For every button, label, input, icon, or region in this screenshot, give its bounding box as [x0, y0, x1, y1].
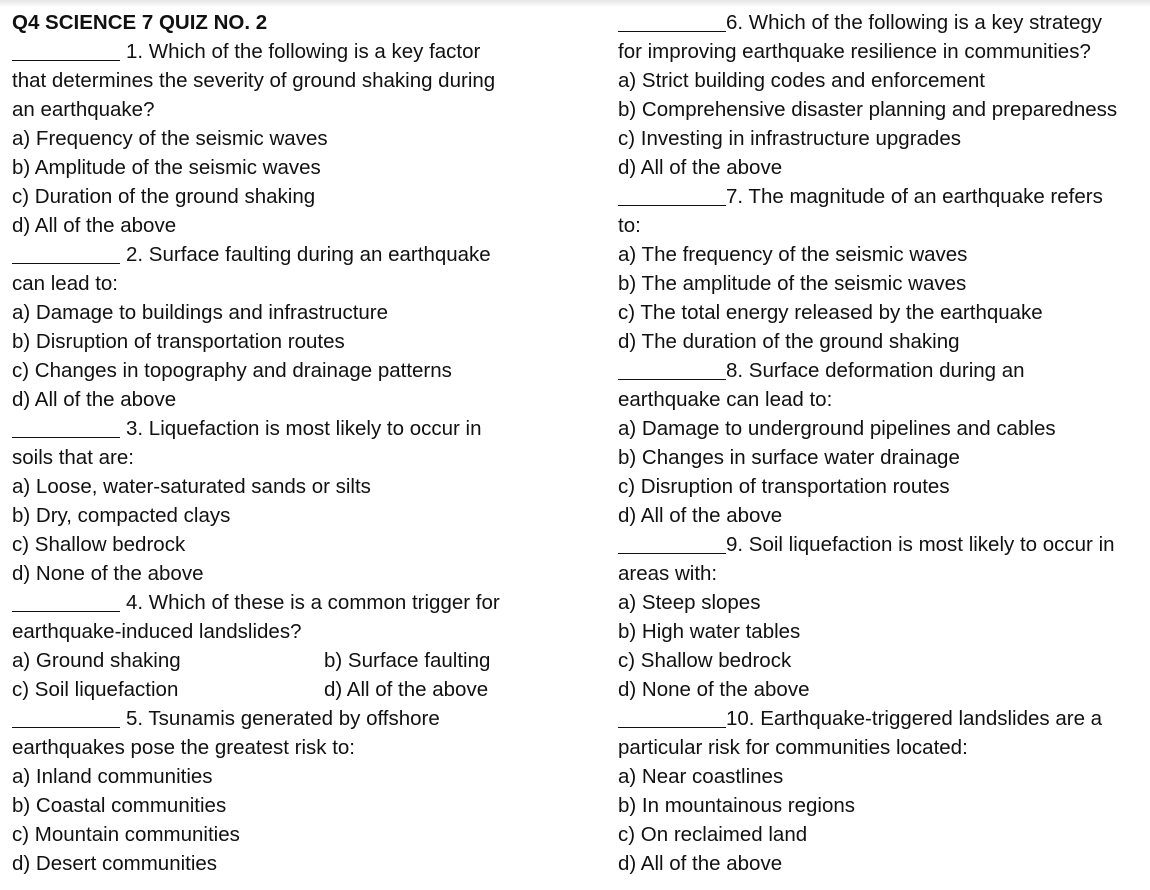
question-5-stem-cont: earthquakes pose the greatest risk to: — [12, 736, 356, 759]
q6-option-d: d) All of the above — [618, 156, 783, 179]
q3-option-c: c) Shallow bedrock — [12, 533, 186, 556]
question-4-stem: 4. Which of these is a common trigger for — [12, 588, 592, 617]
answer-blank-2[interactable] — [12, 243, 120, 264]
q6-option-a: a) Strict building codes and enforcement — [618, 69, 985, 92]
answer-blank-1[interactable] — [12, 40, 120, 61]
q6-option-b: b) Comprehensive disaster planning and preparedness — [618, 98, 1118, 121]
q8-option-b: b) Changes in surface water drainage — [618, 446, 960, 469]
question-8-stem-cont: earthquake can lead to: — [618, 388, 833, 411]
q3-option-a: a) Loose, water-saturated sands or silts — [12, 475, 371, 498]
q9-option-d: d) None of the above — [618, 678, 810, 701]
q4-option-c: c) Soil liquefaction — [12, 678, 179, 701]
question-9-stem-cont: areas with: — [618, 562, 718, 585]
q10-option-d: d) All of the above — [618, 852, 783, 875]
q2-option-b: b) Disruption of transportation routes — [12, 330, 345, 353]
q4-option-a: a) Ground shaking — [12, 649, 181, 672]
q1-option-b: b) Amplitude of the seismic waves — [12, 156, 321, 179]
q9-option-a: a) Steep slopes — [618, 591, 761, 614]
answer-blank-6[interactable] — [618, 11, 726, 32]
answer-blank-5[interactable] — [12, 707, 120, 728]
q2-option-d: d) All of the above — [12, 388, 177, 411]
q4-options-row-2 — [12, 675, 592, 704]
answer-blank-4[interactable] — [12, 591, 120, 612]
question-3-stem-cont: soils that are: — [12, 446, 134, 469]
q10-option-b: b) In mountainous regions — [618, 794, 856, 817]
q7-option-d: d) The duration of the ground shaking — [618, 330, 960, 353]
answer-blank-7[interactable] — [618, 185, 726, 206]
answer-blank-8[interactable] — [618, 359, 726, 380]
q9-option-c: c) Shallow bedrock — [618, 649, 792, 672]
answer-blank-10[interactable] — [618, 707, 726, 728]
q4-option-b: b) Surface faulting — [324, 649, 491, 672]
q8-option-d: d) All of the above — [618, 504, 783, 527]
q5-option-b: b) Coastal communities — [12, 794, 227, 817]
question-3-stem: 3. Liquefaction is most likely to occur in — [12, 414, 592, 443]
question-6-stem-cont: for improving earthquake resilience in communities? — [618, 40, 1091, 63]
q5-option-d: d) Desert communities — [12, 852, 218, 875]
question-6-stem: 6. Which of the following is a key strategy — [618, 8, 1148, 37]
question-7-stem: 7. The magnitude of an earthquake refers — [618, 182, 1148, 211]
quiz-title: Q4 SCIENCE 7 QUIZ NO. 2 — [12, 11, 268, 34]
q1-option-c: c) Duration of the ground shaking — [12, 185, 316, 208]
top-edge — [0, 0, 1150, 6]
q5-option-c: c) Mountain communities — [12, 823, 240, 846]
question-7-stem-cont: to: — [618, 214, 641, 237]
q10-option-a: a) Near coastlines — [618, 765, 784, 788]
question-1-stem-cont2: an earthquake? — [12, 98, 155, 121]
q3-option-d: d) None of the above — [12, 562, 204, 585]
question-1-stem-cont: that determines the severity of ground shaking during — [12, 69, 496, 92]
question-10-stem-cont: particular risk for communities located: — [618, 736, 968, 759]
question-10-stem: 10. Earthquake-triggered landslides are a — [618, 704, 1148, 733]
question-1-stem: 1. Which of the following is a key factor — [12, 37, 592, 66]
q3-option-b: b) Dry, compacted clays — [12, 504, 231, 527]
q7-option-c: c) The total energy released by the earthquake — [618, 301, 1043, 324]
q7-option-b: b) The amplitude of the seismic waves — [618, 272, 967, 295]
question-9-stem: 9. Soil liquefaction is most likely to occur in — [618, 530, 1148, 559]
q4-options-row-1 — [12, 646, 592, 675]
answer-blank-9[interactable] — [618, 533, 726, 554]
q6-option-c: c) Investing in infrastructure upgrades — [618, 127, 961, 150]
question-4-stem-cont: earthquake-induced landslides? — [12, 620, 302, 643]
q10-option-c: c) On reclaimed land — [618, 823, 808, 846]
q9-option-b: b) High water tables — [618, 620, 801, 643]
q2-option-c: c) Changes in topography and drainage patterns — [12, 359, 452, 382]
q8-option-c: c) Disruption of transportation routes — [618, 475, 950, 498]
q8-option-a: a) Damage to underground pipelines and cables — [618, 417, 1056, 440]
left-column — [12, 8, 592, 878]
question-5-stem: 5. Tsunamis generated by offshore — [12, 704, 592, 733]
q1-option-d: d) All of the above — [12, 214, 177, 237]
q7-option-a: a) The frequency of the seismic waves — [618, 243, 968, 266]
right-column — [618, 8, 1148, 878]
q4-option-d: d) All of the above — [324, 678, 489, 701]
answer-blank-3[interactable] — [12, 417, 120, 438]
q2-option-a: a) Damage to buildings and infrastructure — [12, 301, 389, 324]
question-2-stem-cont: can lead to: — [12, 272, 118, 295]
question-2-stem: 2. Surface faulting during an earthquake — [12, 240, 592, 269]
q1-option-a: a) Frequency of the seismic waves — [12, 127, 328, 150]
q5-option-a: a) Inland communities — [12, 765, 213, 788]
question-8-stem: 8. Surface deformation during an — [618, 356, 1148, 385]
